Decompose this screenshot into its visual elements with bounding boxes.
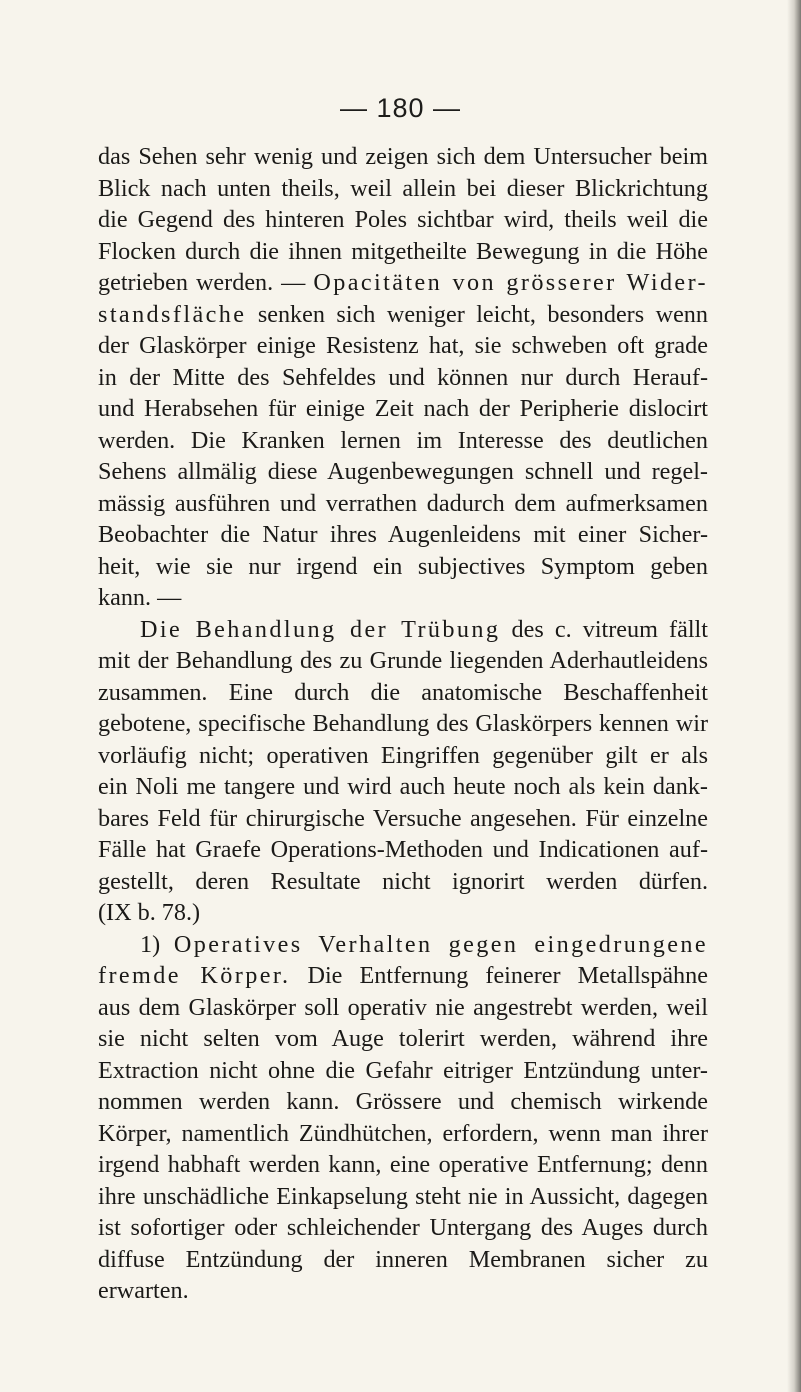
text-line — [98, 992, 708, 1024]
text-line — [98, 645, 708, 677]
text-segment: getrieben werden. — — [98, 269, 314, 296]
text-segment: kann. — — [98, 584, 182, 611]
text-segment: Die Entfernung feinerer Metallspähne — [290, 962, 708, 989]
text-segment: irgend habhaft werden kann, eine operative Entfernung; denn — [98, 1151, 708, 1178]
text-segment: Fälle hat Graefe Operations-Methoden und Indicationen auf- — [98, 836, 708, 863]
text-segment: (IX b. 78.) — [98, 899, 201, 926]
text-line — [98, 1212, 708, 1244]
text-segment: diffuse Entzündung der inneren Membranen sicher zu erwarten. — [98, 1245, 708, 1304]
text-line — [98, 897, 708, 929]
text-line — [98, 771, 708, 803]
text-line — [98, 677, 708, 709]
text-line — [98, 330, 708, 362]
text-segment: werden. Die Kranken lernen im Interesse des deutlichen — [98, 426, 708, 454]
text-segment: Beobachter die Natur ihres Augenleidens mit einer Sicher- — [98, 521, 708, 548]
text-segment: Extraction nicht ohne die Gefahr eitriger Entzündung unter- — [98, 1056, 708, 1084]
text-line — [98, 204, 708, 236]
text-line — [98, 1023, 708, 1055]
text-segment: mässig ausführen und verrathen dadurch dem aufmerksamen — [98, 489, 708, 517]
text-segment: sie nicht selten vom Auge tolerirt werden, während ihre — [98, 1025, 708, 1052]
text-line — [98, 1181, 708, 1213]
text-line — [98, 141, 708, 173]
text-line — [98, 299, 708, 331]
text-line — [98, 929, 708, 961]
text-line — [98, 236, 708, 268]
text-segment: 1) — [140, 930, 174, 958]
text-line — [98, 488, 708, 520]
text-line — [98, 1244, 708, 1307]
text-line — [98, 1086, 708, 1118]
text-line — [98, 393, 708, 425]
text-line — [98, 866, 708, 898]
text-segment: ihre unschädliche Einkapselung steht nie in Aussicht, dagegen — [98, 1182, 708, 1210]
text-segment: die Gegend des hinteren Poles sichtbar wird, theils weil die — [98, 206, 708, 233]
text-line — [98, 803, 708, 835]
text-line — [98, 1118, 708, 1150]
spaced-emphasis-text: Operatives Verhalten gegen eingedrungene — [173, 930, 708, 958]
text-segment: gebotene, specifische Behandlung des Glaskörpers kennen wir — [98, 710, 708, 737]
text-segment: zusammen. Eine durch die anatomische Beschaffenheit — [98, 678, 708, 706]
body-text — [98, 141, 708, 1307]
text-segment: mit der Behandlung des zu Grunde liegenden Aderhautleidens — [98, 647, 708, 674]
text-segment: Blick nach unten theils, weil allein bei dieser Blickrichtung — [98, 174, 708, 202]
text-line — [98, 425, 708, 457]
text-segment: das Sehen sehr wenig und zeigen sich dem Untersucher beim — [98, 143, 708, 170]
text-line — [98, 173, 708, 205]
text-segment: der Glaskörper einige Resistenz hat, sie schweben oft grade — [98, 332, 708, 359]
text-line — [98, 1055, 708, 1087]
text-segment: nommen werden kann. Grössere und chemisch wirkende — [98, 1088, 708, 1115]
text-line — [98, 740, 708, 772]
text-segment: heit, wie sie nur irgend ein subjectives Symptom geben — [98, 552, 708, 580]
text-line — [98, 614, 708, 646]
text-segment: gestellt, deren Resultate nicht ignorirt werden dürfen. — [98, 867, 708, 895]
text-segment: aus dem Glaskörper soll operativ nie angestrebt werden, weil — [98, 993, 708, 1021]
text-line — [98, 1149, 708, 1181]
text-segment: des c. vitreum fällt — [500, 615, 708, 643]
text-line — [98, 456, 708, 488]
text-segment: Sehens allmälig diese Augenbewegungen schnell und regel- — [98, 458, 708, 485]
text-line — [98, 519, 708, 551]
text-segment: und Herabsehen für einige Zeit nach der Peripherie dislocirt — [98, 395, 708, 422]
text-segment: senken sich weniger leicht, besonders wenn — [246, 300, 708, 328]
text-line — [98, 582, 708, 614]
text-segment: ist sofortiger oder schleichender Untergang des Auges durch — [98, 1214, 708, 1241]
spaced-emphasis-text: standsfläche — [98, 300, 247, 328]
page-edge-shadow — [787, 0, 801, 1392]
text-segment: bares Feld für chirurgische Versuche angesehen. Für einzelne — [98, 804, 708, 832]
text-line — [98, 551, 708, 583]
spaced-emphasis-text: fremde Körper. — [98, 962, 291, 989]
spaced-emphasis-text: Opacitäten von grösserer Wider- — [313, 269, 708, 296]
text-line — [98, 960, 708, 992]
text-segment: in der Mitte des Sehfeldes und können nur durch Herauf- — [98, 363, 708, 391]
spaced-emphasis-text: Die Behandlung der Trübung — [140, 615, 501, 643]
text-segment: Körper, namentlich Zündhütchen, erfordern, wenn man ihrer — [98, 1119, 708, 1147]
text-line — [98, 708, 708, 740]
text-segment: ein Noli me tangere und wird auch heute noch als kein dank- — [98, 773, 708, 800]
text-segment: vorläufig nicht; operativen Eingriffen gegenüber gilt er als — [98, 741, 708, 769]
text-line — [98, 834, 708, 866]
text-line — [98, 267, 708, 299]
text-segment: Flocken durch die ihnen mitgetheilte Bewegung in die Höhe — [98, 237, 708, 265]
page-number: — 180 — — [339, 93, 462, 123]
text-line — [98, 362, 708, 394]
